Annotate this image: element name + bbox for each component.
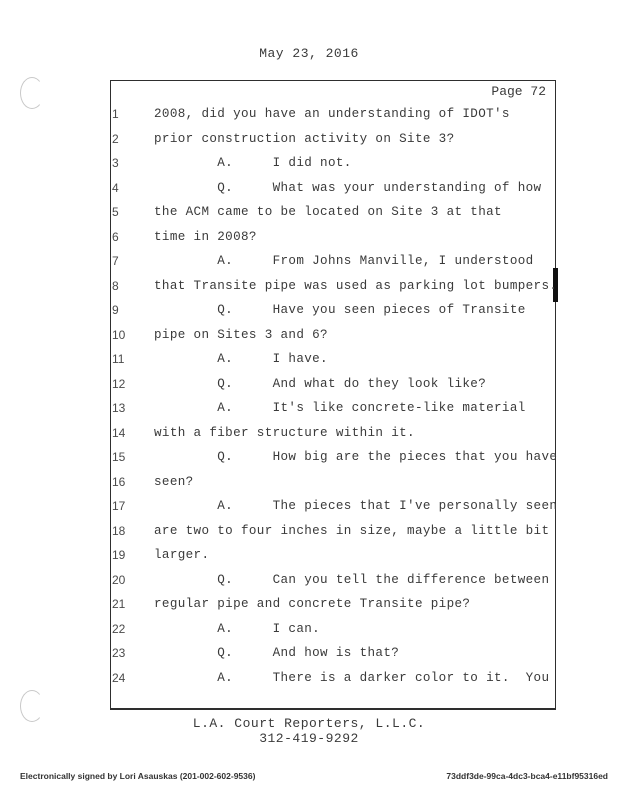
line-text: Q. What was your understanding of how [154, 180, 542, 195]
line-number: 15 [112, 450, 126, 464]
line-text: with a fiber structure within it. [154, 425, 415, 440]
transcript-line [0, 568, 618, 593]
line-number: 18 [112, 523, 126, 538]
line-number: 4 [112, 180, 119, 195]
line-number: 3 [112, 156, 119, 170]
line-number: 20 [112, 572, 126, 587]
transcript-line [0, 249, 618, 274]
transcript-line [0, 666, 618, 691]
transcript-line [0, 470, 618, 495]
line-number: 5 [112, 205, 119, 219]
transcript-line [0, 396, 618, 421]
line-text: seen? [154, 474, 194, 489]
line-text: are two to four inches in size, maybe a little bit [154, 523, 550, 538]
line-number: 16 [112, 474, 126, 489]
transcript-line [0, 298, 618, 323]
transcript-line [0, 543, 618, 568]
line-text: Q. Can you tell the difference between [154, 572, 550, 587]
line-number: 22 [112, 621, 126, 636]
header-date: May 23, 2016 [259, 46, 359, 61]
line-number: 19 [112, 548, 126, 562]
line-text: that Transite pipe was used as parking lot bumpers. [154, 278, 558, 293]
signature-note: Electronically signed by Lori Asauskas (201-002-602-9536) [20, 771, 256, 781]
document-id: 73ddf3de-99ca-4dc3-bca4-e11bf95316ed [446, 771, 608, 781]
line-number: 1 [112, 107, 119, 121]
line-number: 13 [112, 401, 126, 415]
transcript-line [0, 347, 618, 372]
transcript-line [0, 151, 618, 176]
line-text: the ACM came to be located on Site 3 at that [154, 205, 502, 219]
line-number: 21 [112, 597, 126, 611]
line-text: prior construction activity on Site 3? [154, 131, 455, 146]
line-number: 9 [112, 303, 119, 317]
transcript-line [0, 641, 618, 666]
line-number: 2 [112, 131, 119, 146]
line-text: time in 2008? [154, 229, 257, 244]
line-text: Q. And how is that? [154, 646, 400, 660]
line-number: 17 [112, 499, 126, 513]
transcript-line [0, 200, 618, 225]
line-text: A. It's like concrete-like material [154, 401, 526, 415]
transcript-line [0, 127, 618, 152]
line-text: A. The pieces that I've personally seen [154, 499, 558, 513]
footer-company: L.A. Court Reporters, L.L.C. [192, 716, 426, 731]
transcript-line [0, 592, 618, 617]
line-text: A. There is a darker color to it. You [154, 670, 550, 685]
line-number: 24 [112, 670, 126, 685]
transcript-line [0, 421, 618, 446]
line-text: A. I did not. [154, 156, 352, 170]
transcript-line [0, 176, 618, 201]
line-text: 2008, did you have an understanding of IDOT's [154, 107, 510, 121]
line-text: regular pipe and concrete Transite pipe? [154, 597, 471, 611]
transcript-line [0, 225, 618, 250]
transcript-line [0, 102, 618, 127]
line-number: 10 [112, 327, 126, 342]
footer-phone: 312-419-9292 [259, 731, 359, 746]
line-text: Q. Have you seen pieces of Transite [154, 303, 526, 317]
line-number: 6 [112, 229, 119, 244]
page-number: Page 72 [491, 84, 546, 99]
line-number: 23 [112, 646, 126, 660]
line-text: Q. And what do they look like? [154, 376, 487, 391]
line-text: larger. [154, 548, 210, 562]
transcript-lines [0, 102, 618, 690]
transcript-line [0, 274, 618, 299]
transcript-line [0, 494, 618, 519]
transcript-line [0, 617, 618, 642]
line-number: 12 [112, 376, 126, 391]
line-number: 7 [112, 254, 119, 268]
line-text: A. I can. [154, 621, 321, 636]
line-text: Q. How big are the pieces that you have [154, 450, 558, 464]
line-text: A. From Johns Manville, I understood [154, 254, 534, 268]
line-number: 8 [112, 278, 119, 293]
line-text: pipe on Sites 3 and 6? [154, 327, 328, 342]
line-number: 14 [112, 425, 126, 440]
line-text: A. I have. [154, 352, 328, 366]
transcript-line [0, 519, 618, 544]
line-number: 11 [112, 352, 125, 366]
transcript-line [0, 323, 618, 348]
transcript-line [0, 372, 618, 397]
transcript-line [0, 445, 618, 470]
